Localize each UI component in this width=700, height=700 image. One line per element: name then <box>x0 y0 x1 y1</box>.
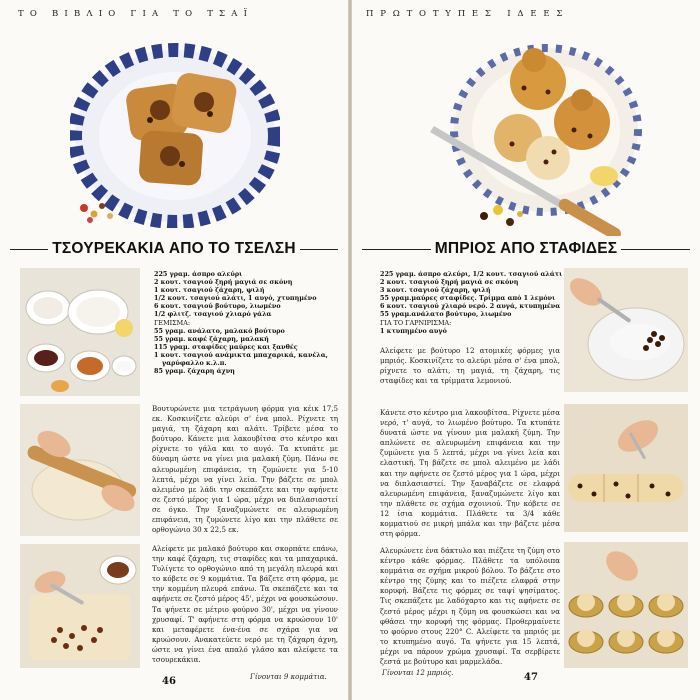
ingredient-line: 55 γραμ. καφέ ζάχαρη, μαλακή <box>154 334 269 343</box>
ingredients-left <box>154 270 344 375</box>
title-rule-left <box>362 249 431 250</box>
ingredient-line: 3 κουτ. τσαγιού ζάχαρη, ψιλή <box>380 286 491 295</box>
ingredient-line: 225 γραμ. άσπρο αλεύρι <box>154 270 243 278</box>
ingredient-line: 6 κουτ. τσαγιού χλιαρό νερό. 2 αυγά, κτυπημένα <box>380 302 561 311</box>
recipe-title-left <box>10 239 338 259</box>
photo-sprinkling-raisins <box>20 544 140 668</box>
photo-mixing-bowl <box>564 268 688 392</box>
yield-left: Γίνονται 9 κομμάτια. <box>250 673 327 681</box>
ingredient-line: 225 γραμ. άσπρο αλεύρι, 1/2 κουτ. τσαγιού αλάτι <box>380 270 563 278</box>
ingredient-line: 55 γραμ. ανάλατο, μαλακό βούτυρο <box>154 326 285 335</box>
ingredient-line: 1 κουτ. τσαγιού ζάχαρη, ψιλή <box>154 286 265 295</box>
step-text-left-1: Βουτυρώνετε μια τετράγωνη φόρμα για κέικ 17,5 εκ. Κοσκινίζετε αλεύρι σ' ένα μπολ. Ρίχνετε τη μαγιά, τη ζάχαρη και αλάτι. Τρίβετε μέσα το βούτυρο. Κάνετε μια λακουβίτσα στο κέντρο και ρίχνετε το γάλα και το αυγό. Τα κτυπάτε με δύναμη ώστε να γίνει μια μαλακή ζύμη. Πάνω σε αλευρωμένη επιφάνεια, τη ζυμώνετε για 5-10 λεπτά, μέχρι να γίνει λεία. Την βάζετε σε μπολ αλειμένο με λάδι την σκεπάζετε και την αφήνετε σε ζεστό μέρος για 1 ώρα, μέχρι να διπλασιαστεί σε όγκο. Την ξαναζυμώνετε σε αλευρωμένη επιφάνεια, τη ζυμώνετε λίγο και την πλάθετε σε ορθογώνιο 30 x 22,5 εκ. <box>152 404 338 535</box>
recipe-title-text-right: ΜΠΡΙΟΣ ΑΠΟ ΣΤΑΦΙΔΕΣ <box>434 240 618 257</box>
yield-right: Γίνονται 12 μπριός. <box>382 669 454 677</box>
ingredient-line: γαρύφαλλο κ.λ.π. <box>162 359 227 368</box>
ingredient-line: 1/2 φλιτζ. τσαγιού χλιαρό γάλα <box>154 310 272 319</box>
title-rule-left <box>10 249 48 250</box>
ingredient-line: 6 κουτ. τσαγιού βούτυρο, λιωμένο <box>154 302 281 311</box>
right-page <box>352 0 700 700</box>
ingredient-line: 2 κουτ. τσαγιού ξηρή μαγιά σε σκόνη <box>380 278 519 287</box>
photo-brioche-tins <box>564 542 688 668</box>
ingredients-right <box>380 270 580 335</box>
step-text-left-2: Αλείφετε με μαλακό βούτυρο και σκορπάτε επάνω, την καφέ ζάχαρη, τις σταφίδες και τα μπαχαρικά. Τυλίγετε το ορθογώνιο από τη μεγάλη πλευρά και το κόβετε σε 9 κομμάτια. Τα βάζετε στη φόρμα, με την κομμένη πλευρά επάνω. Τα σκεπάζετε και τα αφήνετε σε ζεστό μέρος 45', μέχρι να φουσκώσουν. Τα ψήνετε σε μέτριο φούρνο 30', μέχρι να γίνουν χρυσαφί. Τ' αφήνετε στη φόρμα να κρυώσουν 10' και μεταφέρετε ένα-ένα σε σχάρα για να κρυώσουν. Ανακατεύετε νερό με τη ζάχαρη άχνη, ώστε να γίνει ένα απαλό γλάσο και αλείφετε τα τσουρεκάκια. <box>152 544 338 665</box>
ingredient-line: 55 γραμ.ανάλατο βούτυρο, λιωμένο <box>380 310 512 319</box>
photo-ingredients-bowls <box>20 268 140 396</box>
title-rule-right <box>300 249 338 250</box>
title-rule-right <box>621 249 690 250</box>
ingredient-line: 2 κουτ. τσαγιού ξηρή μαγιά σε σκόνη <box>154 278 293 287</box>
ingredient-line: 55 γραμ.μαύρες σταφίδες. Τρίμμα από 1 λεμόνι <box>380 294 556 303</box>
photo-rolling-dough <box>20 404 140 536</box>
ingredient-line: 1/2 κουτ. τσαγιού αλάτι, 1 αυγό, χτυπημένο <box>154 294 317 303</box>
ingredient-line: 1 κουτ. τσαγιού ανάμικτα μπαχαρικά, κανέλα, <box>154 350 328 359</box>
ingredient-heading: ΓΙΑ ΤΟ ΓΑΡΝΙΡΙΣΜΑ: <box>380 318 452 327</box>
spice-scatter-right <box>480 205 523 226</box>
running-head-right: ΠΡΩΤΟΤΥΠΕΣ ΙΔΕΕΣ <box>366 9 570 19</box>
recipe-title-text-left: ΤΣΟΥΡΕΚΑΚΙΑ ΑΠΟ ΤΟ ΤΣΕΛΣΗ <box>52 240 296 257</box>
hero-photo-right <box>414 26 644 236</box>
page-number-left: 46 <box>162 676 176 687</box>
ingredient-line: 115 γραμ. σταφίδες μαύρες και ξανθές <box>154 342 298 351</box>
hero-photo-left <box>70 28 280 228</box>
ingredient-line: 1 κτυπημένο αυγό <box>380 326 447 335</box>
page-number-right: 47 <box>524 672 538 683</box>
ingredient-line: 85 γραμ. ζάχαρη άχνη <box>154 367 235 376</box>
step-text-right-1: Αλείφετε με βούτυρο 12 ατομικές φόρμες για μπριός. Κοσκινίζετε το αλεύρι μέσα σ' ένα μπολ, ρίχνετε το αλάτι, τη μαγιά, τη ζάχαρη, τις σταφίδες και τα τρίμματα λεμονιού. <box>380 346 560 386</box>
ingredient-heading: ΓΕΜΙΣΜΑ: <box>154 318 190 327</box>
step-text-right-3: Αλευρώνετε ένα δάκτυλο και πιέζετε τη ζύμη στο κέντρο κάθε φόρμας. Πλάθετε τα υπόλοιπα κομμάτια σε σχήμα μικρού βόλου. Το βάζετε στο κέντρο της ζύμης και το πιέζετε ελαφρά στην κορυφή. Βάζετε τις φόρμες σε ταψί ψησίματος. Τις σκεπάζετε με λαδόχαρτο και τις αφήνετε σε ζεστό μέρος μέχρι η ζύμη να φουσκώσει και να φθάσει την κορυφή της φόρμας. Προθερμαίνετε το φούρνο στους 220° C. Αλείφετε τα μπριός με το κτυπημένο αυγό. Τα ψήνετε για 15 λεπτά, μέχρι να πάρουν χρώμα χρυσαφί. Τα σερβίρετε ζεστά με βούτυρο και μαρμελάδα. <box>380 546 560 667</box>
running-head-left: ΤΟ ΒΙΒΛΙΟ ΓΙΑ ΤΟ ΤΣΑΪ <box>18 9 254 19</box>
recipe-title-right <box>362 239 690 259</box>
photo-dough-rope <box>564 404 688 532</box>
step-text-right-2: Κάνετε στο κέντρο μια λακουβίτσα. Ρίχνετε μέσα νερό, τ' αυγά, το λιωμένο βούτυρο. Τα κτυπάτε δυνατά ώστε να γίνουν μια μαλακή ζύμη. Την απλώνετε σε αλευρωμένη επιφάνεια και την ζυμώνετε για 5 λεπτά, μέχρι να γίνει λεία και ελαστική. Τη βάζετε σε μπολ αλειμένο με λάδι και την αφήνετε σε ζεστό μέρος για 1 ώρα, μέχρι να διπλασιαστεί. Την ξαναβάζετε σε ελαφρά αλευρωμένη επιφάνεια, ξαναζυμώνετε λίγο και την πλάθετε σε σχήμα σχοινιού. Την κόβετε σε 12 ίσια κομμάτια. Πλάθετε τα 3/4 κάθε κομματιού σε μικρή μπάλα και την βάζετε μέσα στη φόρμα. <box>380 408 560 539</box>
left-page <box>0 0 348 700</box>
